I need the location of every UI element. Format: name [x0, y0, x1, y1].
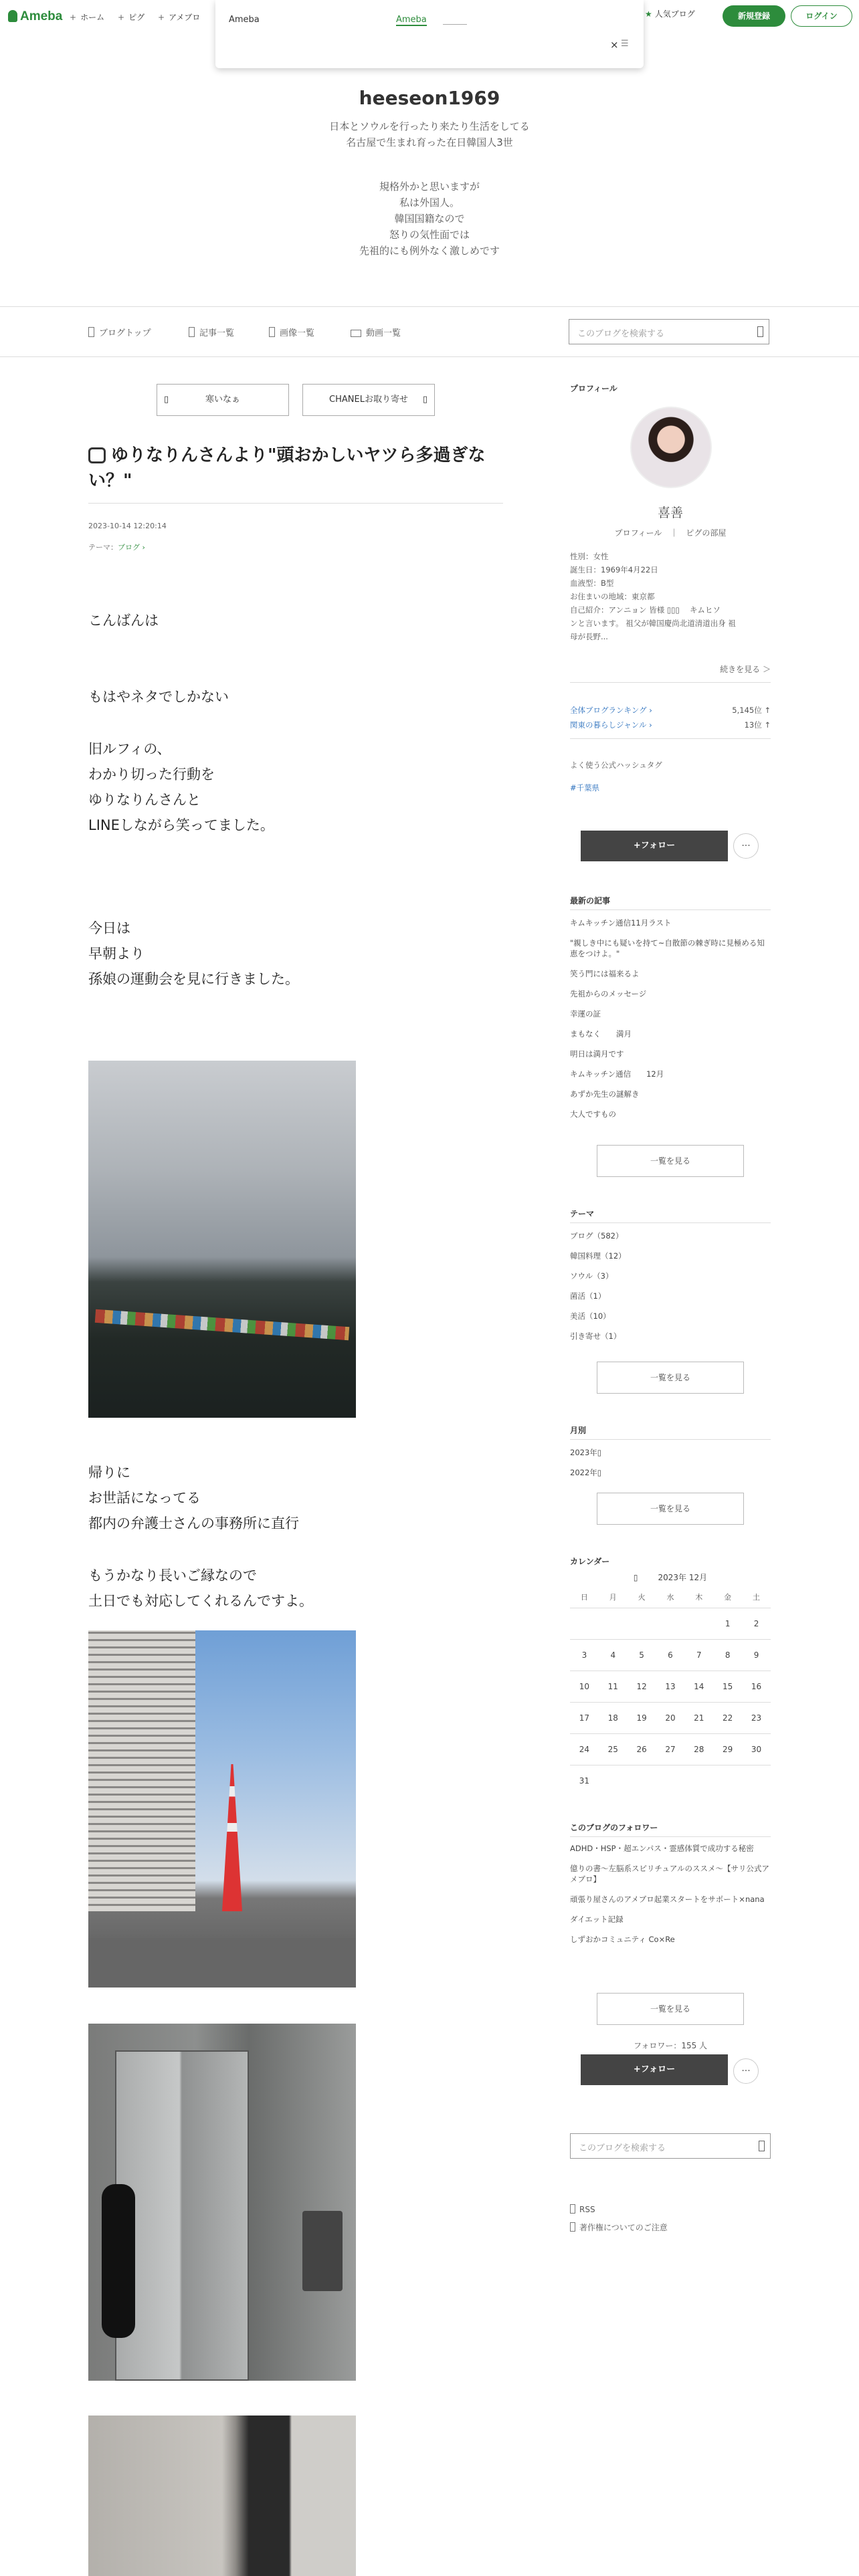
- profile-more-link[interactable]: 続きを見る ＞: [720, 665, 771, 674]
- calendar-day-header: 月: [609, 1593, 617, 1602]
- followers-more-button[interactable]: 一覧を見る: [597, 1993, 744, 2025]
- recent-article-link[interactable]: 大人ですもの: [570, 1109, 616, 1119]
- rss-label: RSS: [579, 2205, 595, 2214]
- profile-name[interactable]: 喜善: [657, 506, 683, 520]
- prev-article-button[interactable]: [157, 384, 289, 416]
- nav-pigg[interactable]: [118, 11, 145, 23]
- menu-icon[interactable]: ☰: [621, 39, 629, 49]
- calendar-day: 5: [628, 1640, 656, 1671]
- calendar-day: 20: [656, 1703, 685, 1734]
- calendar-day: 9: [742, 1640, 771, 1671]
- article-title-text: ゆりなりんさんより"頭おかしいヤツら多過ぎない？": [88, 445, 486, 491]
- search-placeholder: このブログを検索する: [579, 2143, 666, 2153]
- article-paragraph: 帰りに: [88, 1465, 130, 1481]
- calendar-day: [599, 1765, 628, 1797]
- calendar-day: [570, 1608, 599, 1640]
- divider: [570, 1836, 771, 1837]
- calendar-day: 14: [684, 1671, 713, 1703]
- blog-description-line: 韓国国籍なので: [394, 213, 465, 225]
- divider: [570, 682, 771, 683]
- calendar-day: 17: [570, 1703, 599, 1734]
- article-paragraph: 土日でも対応してくれるんですよ。: [88, 1593, 313, 1609]
- rss-link[interactable]: [570, 2204, 595, 2214]
- follow-button[interactable]: +フォロー: [581, 2054, 728, 2085]
- follower-blog-link[interactable]: しずおかコミュニティ Co×Re: [570, 1935, 675, 1944]
- blog-search-input[interactable]: [569, 319, 769, 344]
- theme-link-text: ブログ: [118, 543, 140, 552]
- calendar-day: 4: [599, 1640, 628, 1671]
- rss-icon: [570, 2204, 575, 2214]
- popular-blog-link[interactable]: [645, 8, 695, 19]
- article-paragraph: 今日は: [88, 920, 130, 936]
- article-paragraph: 孫娘の運動会を見に行きました。: [88, 971, 299, 987]
- register-button[interactable]: 新規登録: [723, 5, 785, 27]
- calendar-day: 22: [713, 1703, 742, 1734]
- calendar-day: 6: [656, 1640, 685, 1671]
- follow-button[interactable]: +フォロー: [581, 831, 728, 861]
- calendar-prev-icon[interactable]: ▯: [633, 1573, 638, 1582]
- calendar-day: 1: [713, 1608, 742, 1640]
- home-icon: [88, 327, 94, 337]
- calendar-day: 26: [628, 1734, 656, 1765]
- flags-decoration: [95, 1309, 349, 1340]
- calendar-body: [570, 1608, 771, 1797]
- close-icon[interactable]: ×: [610, 39, 619, 51]
- prev-arrow-icon: ▯: [164, 395, 169, 405]
- copyright-label: 著作権についてのご注意: [579, 2223, 668, 2232]
- popup-divider: [443, 24, 467, 25]
- ranking-link[interactable]: 全体ブログランキング ›: [570, 706, 652, 715]
- followers-list: [570, 1843, 771, 1954]
- profile-intro: 母が長野...: [570, 632, 608, 641]
- blog-description-line: 怒りの気性面では: [389, 229, 470, 241]
- image-icon: [269, 327, 275, 337]
- ranking-value: 5,145位 ↑: [732, 706, 771, 715]
- calendar-week-row: [570, 1608, 771, 1640]
- calendar-week-row: [570, 1734, 771, 1765]
- tower-shape: [222, 1764, 242, 1911]
- blog-nav: [0, 306, 859, 357]
- ranking-label: 関東の暮らしジャンル: [570, 720, 647, 730]
- follower-blog-link[interactable]: ADHD・HSP・超エンパス・霊感体質で成功する秘密: [570, 1844, 754, 1853]
- profile-birthday: 誕生日：1969年4月22日: [570, 565, 658, 574]
- theme-item[interactable]: ソウル（3）: [570, 1271, 613, 1281]
- calendar-day-header: 土: [753, 1593, 761, 1602]
- monthly-item[interactable]: 2022年▯: [570, 1468, 602, 1477]
- calendar-day: 3: [570, 1640, 599, 1671]
- monthly-list: [570, 1447, 771, 1487]
- followers-heading: このブログのフォロワー: [570, 1823, 658, 1832]
- ranking-row: [570, 720, 771, 730]
- calendar-week-row: [570, 1703, 771, 1734]
- calendar-day: [628, 1608, 656, 1640]
- calendar-week-row: [570, 1640, 771, 1671]
- search-placeholder: このブログを検索する: [577, 329, 665, 339]
- blog-description-line: 規格外かと思いますが: [379, 181, 480, 193]
- search-icon[interactable]: [759, 2141, 765, 2151]
- profile-info: [570, 550, 771, 643]
- ameba-logo-icon: [8, 10, 17, 22]
- pigg-room-link[interactable]: ピグの部屋: [686, 528, 727, 538]
- plus-icon: +: [118, 13, 125, 22]
- article-paragraph: LINEしながら笑ってました。: [88, 817, 274, 833]
- calendar-header-row: [570, 1586, 771, 1608]
- article-photo-hall[interactable]: [88, 2416, 356, 2576]
- calendar-day: [599, 1608, 628, 1640]
- calendar-day: 25: [599, 1734, 628, 1765]
- video-icon: [351, 330, 361, 337]
- more-options-button[interactable]: ···: [733, 2058, 759, 2084]
- info-icon: [570, 2222, 575, 2232]
- nav-blog-top-label: ブログトップ: [99, 328, 151, 338]
- recent-article-link[interactable]: "親しき中にも疑いを持て~自散節の棘ぎ時に見極める知恵をつけよ。": [570, 938, 765, 958]
- nav-ameblo-label: アメブロ: [169, 13, 201, 22]
- ranking-value: 13位 ↑: [744, 720, 771, 730]
- article-theme: [88, 542, 145, 552]
- profile-link[interactable]: プロフィール: [614, 528, 662, 538]
- recent-heading: 最新の記事: [570, 896, 611, 905]
- article-date: 2023-10-14 12:20:14: [88, 522, 167, 530]
- calendar-day: [656, 1608, 685, 1640]
- calendar-week-row: [570, 1765, 771, 1797]
- nav-video-list[interactable]: [351, 326, 401, 338]
- theme-more-button[interactable]: 一覧を見る: [597, 1362, 744, 1394]
- article-photo-elevator[interactable]: [88, 2024, 356, 2381]
- ranking-link[interactable]: 関東の暮らしジャンル ›: [570, 720, 652, 730]
- theme-label: テーマ：: [88, 543, 118, 552]
- calendar-day: 28: [684, 1734, 713, 1765]
- calendar-day: [656, 1765, 685, 1797]
- calendar-day: 10: [570, 1671, 599, 1703]
- calendar-day: 27: [656, 1734, 685, 1765]
- calendar-day-header: 水: [666, 1593, 674, 1602]
- calendar-day: 11: [599, 1671, 628, 1703]
- theme-item[interactable]: 美活（10）: [570, 1311, 611, 1321]
- calendar-day: 29: [713, 1734, 742, 1765]
- calendar-day: 12: [628, 1671, 656, 1703]
- next-article-label: CHANELお取り寄せ: [329, 395, 408, 405]
- recent-article-link[interactable]: あずか先生の謎解き: [570, 1089, 640, 1099]
- calendar-day-header: 金: [724, 1593, 732, 1602]
- calendar-day: 15: [713, 1671, 742, 1703]
- plus-icon: +: [158, 13, 165, 22]
- calendar-day: 30: [742, 1734, 771, 1765]
- article-photo-tower[interactable]: [88, 1630, 356, 1988]
- more-options-button[interactable]: ···: [733, 833, 759, 859]
- divider: [570, 909, 771, 910]
- blog-description-line: 先祖的にも例外なく激しめです: [359, 245, 500, 257]
- blog-title[interactable]: heeseon1969: [359, 87, 500, 109]
- search-icon[interactable]: [757, 326, 763, 337]
- nav-image-list[interactable]: [269, 326, 314, 338]
- monthly-more-button[interactable]: 一覧を見る: [597, 1493, 744, 1525]
- nav-home-label: ホーム: [80, 13, 105, 22]
- theme-link[interactable]: ブログ ›: [118, 543, 145, 552]
- nav-pigg-label: ピグ: [128, 13, 145, 22]
- recent-more-button[interactable]: 一覧を見る: [597, 1145, 744, 1177]
- calendar-day: 2: [742, 1608, 771, 1640]
- prev-article-label: 寒いなぁ: [205, 395, 240, 405]
- blog-description-line: 私は外国人。: [399, 197, 460, 209]
- profile-intro: 自己紹介：アンニョン 皆様 ▯▯▯ キムヒソ: [570, 605, 721, 615]
- plus-icon: +: [70, 13, 77, 22]
- calendar-day: 23: [742, 1703, 771, 1734]
- calendar-day: 18: [599, 1703, 628, 1734]
- calendar-day: [742, 1765, 771, 1797]
- calendar-heading: カレンダー: [570, 1557, 610, 1566]
- star-icon: ★: [645, 9, 652, 19]
- article-paragraph: 旧ルフィの、: [88, 741, 171, 757]
- article-paragraph: こんばんは: [88, 613, 159, 629]
- theme-heading: テーマ: [570, 1209, 595, 1218]
- calendar-day-header: 木: [695, 1593, 703, 1602]
- theme-list: [570, 1230, 771, 1351]
- calendar-week-row: [570, 1671, 771, 1703]
- article-paragraph: お世話になってる: [88, 1490, 201, 1506]
- calendar-day: 7: [684, 1640, 713, 1671]
- article-paragraph: もうかなり長いご縁なので: [88, 1568, 257, 1584]
- article-paragraph: もはやネタでしかない: [88, 689, 229, 705]
- building-shape: [88, 1630, 195, 1911]
- person-silhouette: [102, 2184, 135, 2338]
- popup-brand: Ameba: [229, 15, 260, 25]
- follower-blog-link[interactable]: 億りの書～左脳系スピリチュアルのススメ～【サリ公式アメブロ】: [570, 1864, 769, 1884]
- ranking-row: [570, 705, 771, 716]
- calendar-day: 21: [684, 1703, 713, 1734]
- profile-region: お住まいの地域：東京都: [570, 592, 655, 601]
- nav-image-list-label: 画像一覧: [280, 328, 315, 338]
- calendar-month: 2023年 12月: [658, 1573, 708, 1582]
- follower-blog-link[interactable]: ダイエット記録: [570, 1915, 624, 1924]
- monthly-item[interactable]: 2023年▯: [570, 1448, 602, 1457]
- article-title[interactable]: [88, 443, 503, 494]
- divider: [570, 738, 771, 739]
- logo-text: Ameba: [20, 9, 63, 23]
- blog-description-line: 名古屋で生まれ育った在日韓国人3世: [346, 136, 513, 148]
- hashtag-link[interactable]: #千葉県: [570, 783, 600, 792]
- article-paragraph: ゆりなりんさんと: [88, 792, 201, 808]
- sidebar-search-input[interactable]: [570, 2133, 771, 2159]
- elevator-panel: [302, 2211, 343, 2291]
- calendar-day: 31: [570, 1765, 599, 1797]
- header-popup: [215, 0, 644, 68]
- calendar-day-header: 火: [638, 1593, 646, 1602]
- calendar-day: 24: [570, 1734, 599, 1765]
- copyright-link[interactable]: [570, 2222, 668, 2233]
- avatar[interactable]: [630, 407, 712, 488]
- calendar-day-header: 日: [580, 1593, 588, 1602]
- elevator-door: [115, 2050, 249, 2381]
- popup-ameba-link[interactable]: Ameba: [396, 15, 427, 25]
- article-paragraph: 早朝より: [88, 946, 145, 962]
- calendar-day: [684, 1608, 713, 1640]
- theme-item[interactable]: 菌活（1）: [570, 1291, 606, 1301]
- nav-blog-top[interactable]: [88, 326, 151, 338]
- ranking-label: 全体ブログランキング: [570, 706, 647, 715]
- nav-video-list-label: 動画一覧: [366, 328, 401, 338]
- recent-article-link[interactable]: 幸運の証: [570, 1009, 601, 1018]
- recent-article-link[interactable]: まもなく 満月: [570, 1029, 632, 1039]
- recent-article-link[interactable]: キムキッチン通信11月ラスト: [570, 918, 672, 928]
- monthly-heading: 月別: [570, 1426, 587, 1435]
- list-icon: [189, 327, 195, 337]
- theme-item[interactable]: 引き寄せ（1）: [570, 1331, 622, 1341]
- next-article-button[interactable]: [302, 384, 435, 416]
- profile-heading: プロフィール: [570, 384, 617, 393]
- article-paragraph: 都内の弁護士さんの事務所に直行: [88, 1515, 299, 1531]
- calendar-day: 8: [713, 1640, 742, 1671]
- divider: [570, 1439, 771, 1440]
- profile-blood: 血液型：B型: [570, 578, 614, 588]
- hashtag-label: よく使う公式ハッシュタグ: [570, 760, 662, 770]
- theme-item[interactable]: 韓国料理（12）: [570, 1251, 626, 1261]
- divider: [88, 503, 503, 504]
- popular-blog-label: 人気ブログ: [654, 9, 695, 19]
- profile-gender: 性別：女性: [570, 552, 609, 561]
- recent-article-link[interactable]: 先祖からのメッセージ: [570, 989, 647, 998]
- article-paragraph: わかり切った行動を: [88, 766, 215, 782]
- calendar-day: [628, 1765, 656, 1797]
- nav-home[interactable]: [70, 11, 104, 23]
- nav-article-list[interactable]: [189, 326, 234, 338]
- ameba-logo[interactable]: [8, 9, 62, 24]
- follower-count: フォロワー：155 人: [633, 2041, 708, 2050]
- calendar-day: 13: [656, 1671, 685, 1703]
- calendar-day: [684, 1765, 713, 1797]
- next-arrow-icon: ▯: [422, 395, 427, 405]
- recent-list: [570, 918, 771, 1129]
- theme-item[interactable]: ブログ（582）: [570, 1231, 624, 1241]
- recent-article-link[interactable]: 笑う門には福来るよ: [570, 969, 640, 978]
- calendar-day: 16: [742, 1671, 771, 1703]
- nav-article-list-label: 記事一覧: [199, 328, 235, 338]
- calendar-day: [713, 1765, 742, 1797]
- article-photo-sky[interactable]: [88, 1061, 356, 1418]
- divider: [570, 1222, 771, 1223]
- login-button[interactable]: ログイン: [791, 5, 852, 27]
- recent-article-link[interactable]: 明日は満月です: [570, 1049, 624, 1059]
- nav-ameblo[interactable]: [158, 11, 200, 23]
- calendar-day: 19: [628, 1703, 656, 1734]
- follower-blog-link[interactable]: 頑張り屋さんのアメブロ起業スタートをサポート×nana: [570, 1895, 765, 1904]
- blog-description-line: 日本とソウルを行ったり来たり生活をしてる: [329, 120, 530, 132]
- reblog-icon: [88, 447, 106, 463]
- recent-article-link[interactable]: キムキッチン通信 12月: [570, 1069, 664, 1079]
- road-shape: [88, 1938, 356, 1988]
- profile-intro: ンと言います。 祖父が韓国慶尚北道清道出身 祖: [570, 619, 736, 628]
- calendar-table: [570, 1586, 771, 1796]
- profile-links: プロフィール ｜ ピグの部屋: [614, 528, 727, 538]
- calendar-title: [570, 1572, 771, 1583]
